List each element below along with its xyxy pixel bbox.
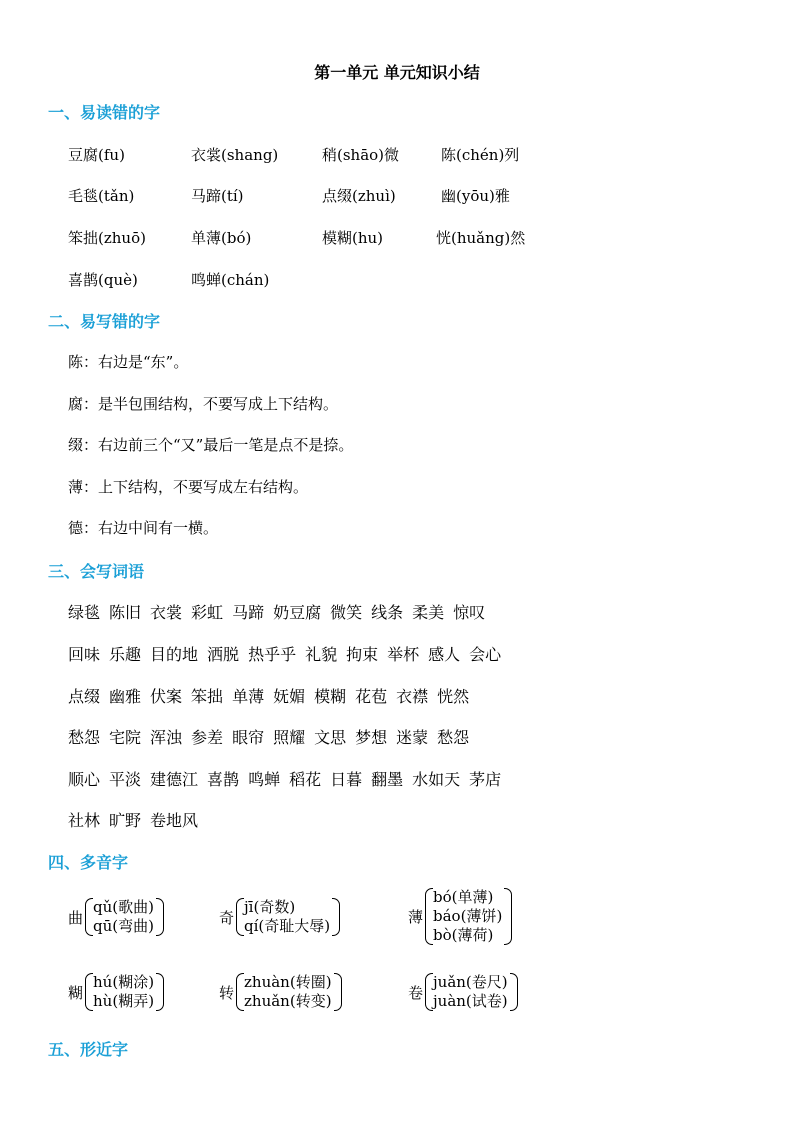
section-heading-misread: 一、易读错的字 xyxy=(48,103,161,122)
polyphone-group xyxy=(408,888,512,945)
polyphone-reading: hú(糊涂) xyxy=(93,973,155,991)
miswrite-note: 陈：右边是“东”。 xyxy=(68,353,189,371)
misread-item: 马蹄(tí) xyxy=(191,187,244,205)
vocab-word: 茅店 xyxy=(469,770,502,789)
section-heading-polyphone: 四、多音字 xyxy=(48,853,129,872)
vocab-word: 稻花 xyxy=(289,770,322,789)
polyphone-char: 卷 xyxy=(408,983,424,1002)
polyphone-reading: qǔ(歌曲) xyxy=(93,898,154,916)
vocab-word: 点缀 xyxy=(68,687,101,706)
vocab-word: 模糊 xyxy=(314,687,347,706)
polyphone-char: 奇 xyxy=(219,908,235,927)
vocab-word: 笨拙 xyxy=(191,687,224,706)
vocab-word: 绿毯 xyxy=(68,603,101,622)
vocab-word: 社林 xyxy=(68,811,101,830)
polyphone-reading: zhuǎn(转变) xyxy=(244,992,332,1010)
left-brace xyxy=(236,898,244,936)
misread-item: 毛毯(tǎn) xyxy=(68,187,135,205)
polyphone-group xyxy=(68,973,164,1011)
vocab-word: 衣裳 xyxy=(150,603,183,622)
miswrite-note: 缀：右边前三个“又”最后一笔是点不是捺。 xyxy=(68,436,354,454)
vocab-row xyxy=(68,725,478,748)
misread-item: 稍(shāo)微 xyxy=(322,146,400,164)
polyphone-reading: juǎn(卷尺) xyxy=(433,973,508,991)
polyphone-reading: jī(奇数) xyxy=(244,898,296,916)
vocab-word: 迷蒙 xyxy=(396,728,429,747)
polyphone-reading: juàn(试卷) xyxy=(433,992,508,1010)
vocab-word: 顺心 xyxy=(68,770,101,789)
vocab-word: 马蹄 xyxy=(232,603,265,622)
vocab-word: 浑浊 xyxy=(150,728,183,747)
right-brace xyxy=(504,888,512,945)
polyphone-readings xyxy=(433,888,502,945)
vocab-word: 回味 xyxy=(68,645,101,664)
vocab-word: 建德江 xyxy=(150,770,199,789)
miswrite-note: 腐：是半包围结构，不要写成上下结构。 xyxy=(68,395,339,413)
polyphone-reading: bò(薄荷) xyxy=(433,926,494,944)
right-brace xyxy=(156,973,164,1011)
right-brace xyxy=(334,973,342,1011)
misread-item: 恍(huǎng)然 xyxy=(436,229,526,247)
vocab-word: 陈旧 xyxy=(109,603,142,622)
miswrite-note: 德：右边中间有一横。 xyxy=(68,519,219,537)
vocab-word: 彩虹 xyxy=(191,603,224,622)
right-brace xyxy=(332,898,340,936)
vocab-word: 柔美 xyxy=(412,603,445,622)
polyphone-group xyxy=(68,898,164,936)
right-brace xyxy=(156,898,164,936)
section-heading-similar: 五、形近字 xyxy=(48,1040,129,1059)
misread-item: 幽(yōu)雅 xyxy=(441,187,510,205)
misread-item: 单薄(bó) xyxy=(191,229,252,247)
vocab-word: 旷野 xyxy=(109,811,142,830)
right-brace xyxy=(510,973,518,1011)
vocab-word: 宅院 xyxy=(109,728,142,747)
polyphone-char: 曲 xyxy=(68,908,84,927)
polyphone-readings xyxy=(433,973,508,1011)
misread-item: 笨拙(zhuō) xyxy=(68,229,146,247)
vocab-word: 花苞 xyxy=(355,687,388,706)
left-brace xyxy=(85,973,93,1011)
polyphone-reading: hù(糊弄) xyxy=(93,992,155,1010)
polyphone-reading: bó(单薄) xyxy=(433,888,494,906)
polyphone-reading: qū(弯曲) xyxy=(93,917,154,935)
vocab-word: 妩媚 xyxy=(273,687,306,706)
section-heading-vocab: 三、会写词语 xyxy=(48,562,145,581)
polyphone-readings xyxy=(93,898,154,936)
vocab-word: 日暮 xyxy=(330,770,363,789)
polyphone-char: 转 xyxy=(219,983,235,1002)
polyphone-char: 薄 xyxy=(408,908,424,926)
vocab-word: 照耀 xyxy=(273,728,306,747)
vocab-word: 愁怨 xyxy=(68,728,101,747)
vocab-word: 微笑 xyxy=(330,603,363,622)
miswrite-note: 薄：上下结构，不要写成左右结构。 xyxy=(68,478,309,496)
polyphone-readings xyxy=(244,973,332,1011)
vocab-word: 眼帘 xyxy=(232,728,265,747)
vocab-word: 惊叹 xyxy=(453,603,486,622)
section-heading-miswrite: 二、易写错的字 xyxy=(48,312,161,331)
vocab-word: 会心 xyxy=(469,645,502,664)
misread-item: 豆腐(fu) xyxy=(68,146,125,164)
vocab-word: 恍然 xyxy=(437,687,470,706)
polyphone-group xyxy=(219,973,342,1011)
misread-item: 喜鹊(què) xyxy=(68,271,138,289)
polyphone-group xyxy=(219,898,340,936)
vocab-word: 伏案 xyxy=(150,687,183,706)
polyphone-readings xyxy=(244,898,330,936)
vocab-word: 愁怨 xyxy=(437,728,470,747)
vocab-row xyxy=(68,600,494,623)
vocab-word: 喜鹊 xyxy=(207,770,240,789)
vocab-word: 礼貌 xyxy=(305,645,338,664)
vocab-word: 拘束 xyxy=(346,645,379,664)
vocab-word: 乐趣 xyxy=(109,645,142,664)
vocab-word: 感人 xyxy=(428,645,461,664)
polyphone-reading: zhuàn(转圈) xyxy=(244,973,332,991)
misread-item: 衣裳(shang) xyxy=(191,146,279,164)
vocab-row xyxy=(68,808,207,831)
vocab-word: 梦想 xyxy=(355,728,388,747)
vocab-word: 卷地风 xyxy=(150,811,199,830)
vocab-word: 奶豆腐 xyxy=(273,603,322,622)
vocab-row xyxy=(68,767,510,790)
vocab-word: 目的地 xyxy=(150,645,199,664)
vocab-word: 热乎乎 xyxy=(248,645,297,664)
vocab-word: 衣襟 xyxy=(396,687,429,706)
vocab-word: 洒脱 xyxy=(207,645,240,664)
page-title: 第一单元 单元知识小结 xyxy=(314,63,480,82)
left-brace xyxy=(236,973,244,1011)
polyphone-reading: báo(薄饼) xyxy=(433,907,503,925)
vocab-word: 鸣蝉 xyxy=(248,770,281,789)
polyphone-char: 糊 xyxy=(68,983,84,1002)
vocab-word: 单薄 xyxy=(232,687,265,706)
misread-item: 点缀(zhuì) xyxy=(322,187,396,205)
polyphone-reading: qí(奇耻大辱) xyxy=(244,917,331,935)
vocab-word: 水如天 xyxy=(412,770,461,789)
left-brace xyxy=(425,973,433,1011)
vocab-word: 线条 xyxy=(371,603,404,622)
left-brace xyxy=(85,898,93,936)
vocab-word: 幽雅 xyxy=(109,687,142,706)
misread-item: 模糊(hu) xyxy=(322,229,384,247)
vocab-row xyxy=(68,684,478,707)
left-brace xyxy=(425,888,433,945)
vocab-word: 举杯 xyxy=(387,645,420,664)
vocab-row xyxy=(68,642,510,665)
misread-item: 鸣蝉(chán) xyxy=(191,271,270,289)
vocab-word: 参差 xyxy=(191,728,224,747)
vocab-word: 翻墨 xyxy=(371,770,404,789)
misread-item: 陈(chén)列 xyxy=(441,146,520,164)
vocab-word: 文思 xyxy=(314,728,347,747)
vocab-word: 平淡 xyxy=(109,770,142,789)
polyphone-readings xyxy=(93,973,154,1011)
polyphone-group xyxy=(408,973,518,1011)
